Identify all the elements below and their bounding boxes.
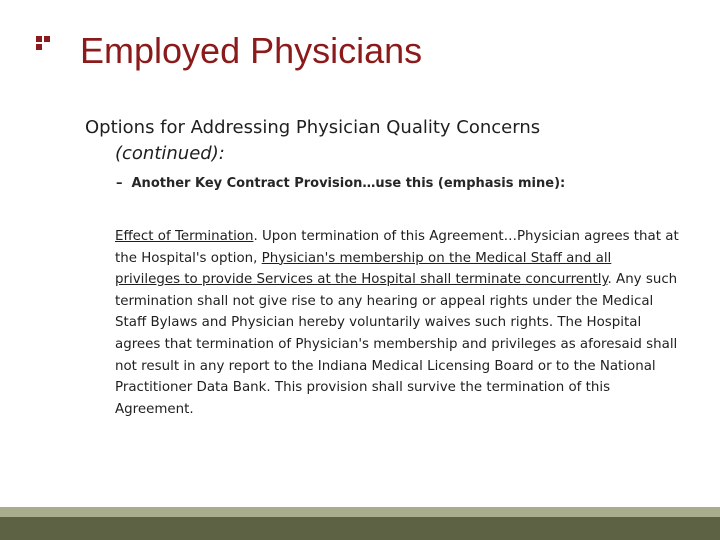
quote-text-2: . Any such termination shall not give rise to any hearing or appeal rights under the Medical Staff Bylaws and Physician hereby voluntarily waives such rights. The Hospital agrees that termination of Physician's membership and privileges as aforesaid shall not result in any report to the Indiana Medical Licensing Board or to the National Practitioner Data Bank. This provision shall survive the termination of this Agreement. (115, 272, 678, 417)
bullet-item (116, 176, 565, 191)
slide-subtitle (85, 115, 685, 167)
quote-emphasis: Physician's membership on the Medical Staff and all privileges to provide Services at the Hospital shall terminate concurrently (115, 250, 612, 288)
contract-quote (115, 226, 680, 420)
square-dots-logo-icon (36, 36, 54, 50)
footer-band-light (0, 507, 720, 517)
subtitle-continued: (continued): (115, 143, 225, 164)
subtitle-main: Options for Addressing Physician Quality Concerns (85, 117, 541, 138)
quote-heading: Effect of Termination (115, 229, 254, 244)
bullet-dash: – (116, 176, 123, 191)
bullet-text: Another Key Contract Provision…use this (emphasis mine): (131, 176, 566, 191)
quote-text-1: . Upon termination of this Agreement…Physician agrees that at the Hospital's option, (115, 229, 679, 266)
footer-band-dark (0, 517, 720, 540)
slide-title: Employed Physicians (80, 30, 423, 71)
